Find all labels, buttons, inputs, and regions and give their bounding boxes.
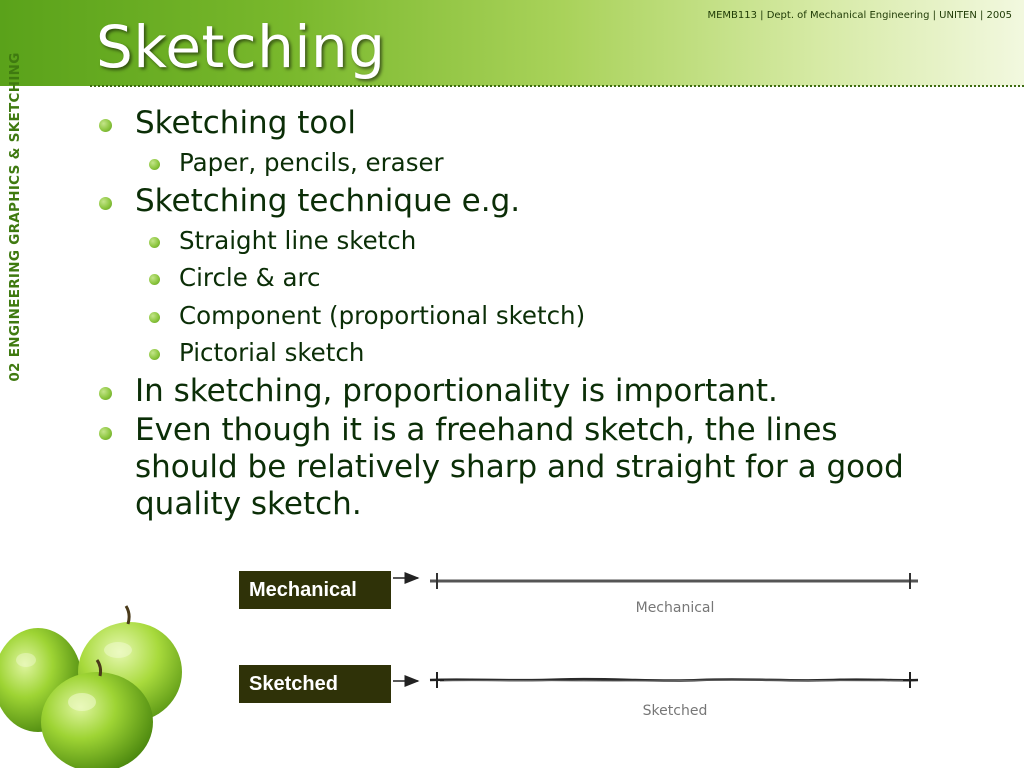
bullet-text: Even though it is a freehand sketch, the lines should be relatively sharp and straight for a good quality sketch.	[135, 411, 904, 522]
sub-bullet-text: Pictorial sketch	[179, 338, 365, 367]
sub-bullet-text: Paper, pencils, eraser	[179, 148, 444, 177]
sub-bullet-text: Straight line sketch	[179, 225, 417, 255]
sub-bullet-text: Circle & arc	[179, 263, 321, 292]
sketched-line	[430, 672, 918, 688]
bullet-text: Sketching technique e.g.	[135, 182, 521, 219]
mechanical-label: Mechanical	[239, 571, 391, 609]
sketched-label: Sketched	[239, 665, 391, 703]
course-info: MEMB113 | Dept. of Mechanical Engineering | UNITEN | 2005	[707, 10, 1012, 21]
sketched-caption: Sketched	[642, 703, 708, 719]
green-apples-image	[0, 590, 200, 768]
mechanical-line	[430, 573, 918, 589]
sub-bullet-text: Component (proportional sketch)	[179, 300, 586, 330]
bullet-text: In sketching, proportionality is important.	[135, 372, 778, 409]
mechanical-caption: Mechanical	[635, 600, 715, 616]
slide-title: Sketching	[96, 13, 386, 81]
side-label-text: 02 ENGINEERING GRAPHICS & SKETCHING	[7, 52, 23, 382]
bullet-text: Sketching tool	[135, 105, 356, 141]
